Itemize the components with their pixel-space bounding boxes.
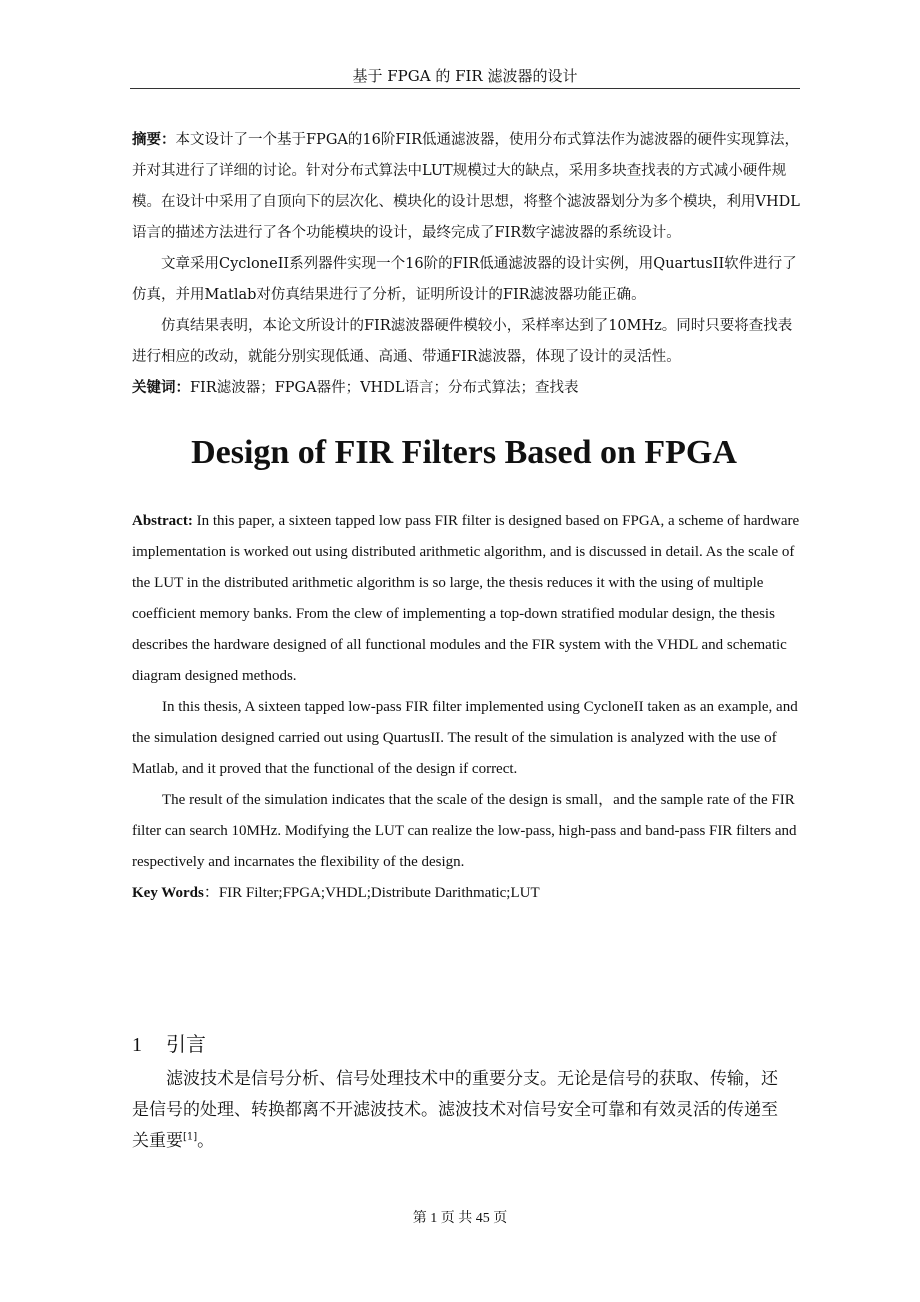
page-footer: 第 1 页 共 45 页 xyxy=(412,1211,508,1226)
en-abstract-paragraph-2: In this thesis, A sixteen tapped low-pass FIR filter implemented using CycloneII taken as an example, and the simulation designed carried out using QuartusII. The result of the simulation is analyzed with the use of Matlab, and it proved that the functional of the design if correct. xyxy=(132,699,798,777)
cn-abstract-paragraph-2: 文章采用CycloneII系列器件实现一个16阶的FIR低通滤波器的设计实例，用QuartusII软件进行了仿真，并用Matlab对仿真结果进行了分析，证明所设计的FIR滤波器功能正确。 xyxy=(132,256,797,303)
cn-keywords-label: 关键词： xyxy=(132,380,190,396)
cn-keywords-text: FIR滤波器；FPGA器件；VHDL语言；分布式算法；查找表 xyxy=(190,380,579,396)
en-keywords-text: ：FIR Filter;FPGA;VHDL;Distribute Darithmatic;LUT xyxy=(203,885,540,901)
cn-keywords xyxy=(132,373,804,404)
en-keywords-label: Key Words xyxy=(132,885,204,901)
chinese-abstract xyxy=(132,125,804,404)
running-header: 基于 FPGA 的 FIR 滤波器的设计 xyxy=(352,67,578,85)
en-keywords xyxy=(132,878,804,909)
header-rule xyxy=(130,88,800,89)
en-abstract-paragraph-1 xyxy=(132,506,804,692)
english-abstract xyxy=(132,506,804,909)
en-abstract-paragraph-3: The result of the simulation indicates that the scale of the design is small，and the sample rate of the FIR filter can search 10MHz. Modifying the LUT can realize the low-pass, high-pass and band-pass FIR filters and respectively and incarnates the flexibility of the design. xyxy=(132,792,797,870)
cn-abstract-paragraph-3: 仿真结果表明，本论文所设计的FIR滤波器硬件模较小，采样率达到了10MHz。同时只要将查找表进行相应的改动，就能分别实现低通、高通、带通FIR滤波器，体现了设计的灵活性。 xyxy=(132,318,793,365)
en-abstract-text-1: In this paper, a sixteen tapped low pass FIR filter is designed based on FPGA, a scheme of hardware implementation is worked out using distributed arithmetic algorithm, and is discussed in detail. As the scale of the LUT in the distributed arithmetic algorithm is so large, the thesis reduces it with the using of multiple coefficient memory banks. From the clew of implementing a top-down stratified modular design, the thesis describes the hardware designed of all functional modules and the FIR system with the VHDL and schematic diagram designed methods. xyxy=(132,513,800,684)
section-text: 滤波技术是信号分析、信号处理技术中的重要分支。无论是信号的获取、传输，还是信号的处理、转换都离不开滤波技术。滤波技术对信号安全可靠和有效灵活的传递至关重要 xyxy=(132,1069,778,1151)
cn-abstract-text-1: 本文设计了一个基于FPGA的16阶FIR低通滤波器，使用分布式算法作为滤波器的硬件实现算法，并对其进行了详细的讨论。针对分布式算法中LUT规模过大的缺点，采用多块查找表的方式减小硬件规模。在设计中采用了自顶向下的层次化、模块化的设计思想，将整个滤波器划分为多个模块，利用VHDL语言的描述方法进行了各个功能模块的设计，最终完成了FIR数字滤波器的系统设计。 xyxy=(132,132,800,241)
section-title: 引言 xyxy=(166,1032,206,1056)
cn-abstract-label: 摘要： xyxy=(132,132,176,148)
citation-reference[interactable]: [1] xyxy=(183,1131,198,1143)
section-heading xyxy=(132,1030,206,1059)
english-title: Design of FIR Filters Based on FPGA xyxy=(191,434,737,471)
section-paragraph xyxy=(132,1064,792,1157)
section-text-end: 。 xyxy=(197,1131,215,1151)
section-number: 1 xyxy=(132,1034,142,1056)
en-abstract-label: Abstract: xyxy=(132,513,193,529)
cn-abstract-paragraph-1 xyxy=(132,125,804,249)
